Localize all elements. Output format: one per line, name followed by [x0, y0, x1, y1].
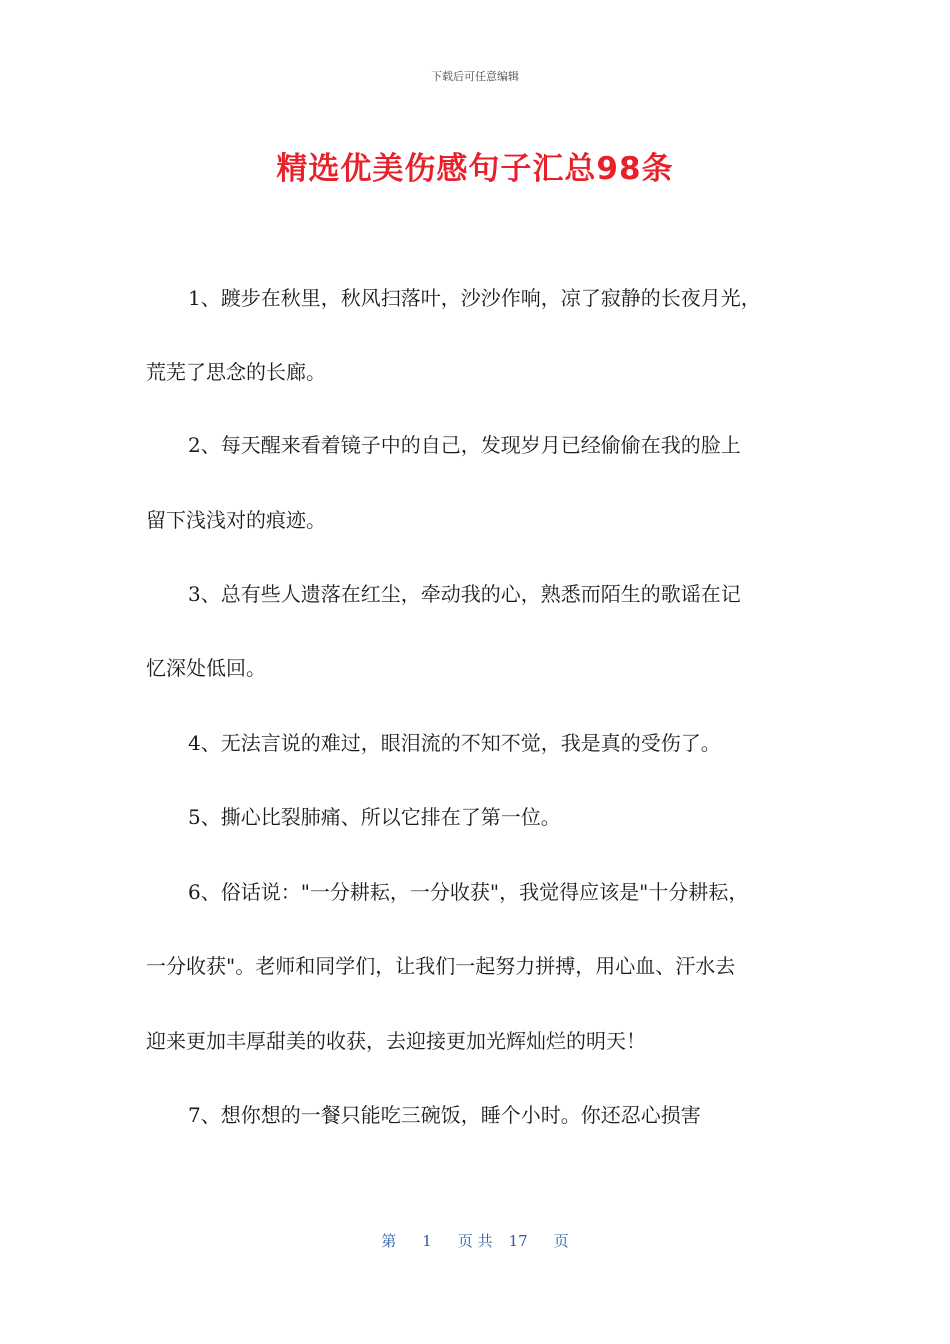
paragraph-line: 荒芜了思念的长廊。 [146, 360, 326, 384]
footer-label-ye: 页 [553, 1232, 569, 1250]
paragraph-line: 6、俗话说："一分耕耘，一分收获"，我觉得应该是"十分耕耘， [188, 880, 749, 904]
footer-page-total: 17 [508, 1232, 528, 1250]
paragraph-line: 迎来更加丰厚甜美的收获，去迎接更加光辉灿烂的明天！ [146, 1029, 646, 1053]
paragraph-line: 留下浅浅对的痕迹。 [146, 508, 326, 532]
paragraph-line: 1、踱步在秋里，秋风扫落叶，沙沙作响，凉了寂静的长夜月光， [188, 286, 761, 310]
page-footer [0, 1230, 950, 1251]
header-note: 下载后可任意编辑 [431, 70, 519, 83]
footer-label-ye-gong: 页 共 [457, 1232, 493, 1250]
paragraph-line: 7、想你想的一餐只能吃三碗饭，睡个小时。你还忍心损害 [188, 1103, 701, 1127]
paragraph-line: 4、无法言说的难过，眼泪流的不知不觉，我是真的受伤了。 [188, 731, 721, 755]
paragraph-line: 一分收获"。老师和同学们，让我们一起努力拼搏，用心血、汗水去 [146, 954, 736, 978]
paragraph-line: 3、总有些人遗落在红尘，牵动我的心，熟悉而陌生的歌谣在记 [188, 582, 741, 606]
footer-page-current: 1 [422, 1232, 432, 1250]
paragraph-line: 5、撕心比裂肺痛、所以它排在了第一位。 [188, 805, 561, 829]
footer-label-di: 第 [381, 1232, 397, 1250]
paragraph-line: 忆深处低回。 [146, 656, 266, 680]
paragraph-line: 2、每天醒来看着镜子中的自己，发现岁月已经偷偷在我的脸上 [188, 433, 741, 457]
document-title: 精选优美伤感句子汇总98条 [276, 151, 674, 187]
